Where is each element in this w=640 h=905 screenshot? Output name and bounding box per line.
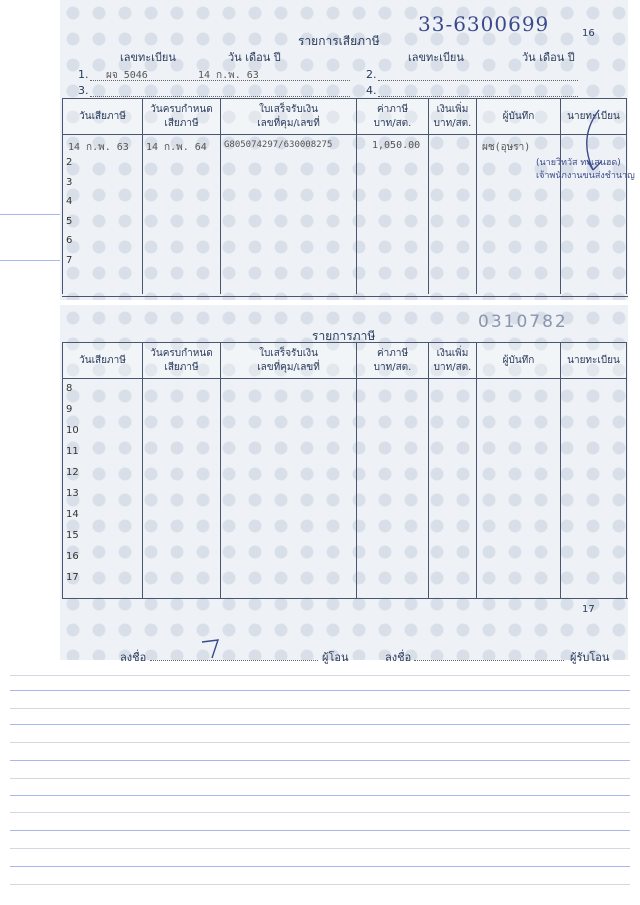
bottom-table-body xyxy=(63,379,627,599)
header-recorder: ผู้บันทึก xyxy=(477,99,561,135)
page-number-bottom: 17 xyxy=(582,604,595,615)
row-1-due-date: 14 ก.พ. 64 xyxy=(146,142,207,153)
row-number: 2 xyxy=(66,157,73,168)
transferor-signature-line[interactable] xyxy=(150,660,318,661)
row-number: 3 xyxy=(66,176,73,188)
row-number: 6 xyxy=(66,235,73,246)
bottom-serial-number: 0310782 xyxy=(478,312,568,332)
handwritten-mark xyxy=(200,636,230,662)
top-tax-table xyxy=(62,98,627,294)
row-number: 5 xyxy=(66,215,73,227)
right-registration-label: เลขทะเบียน xyxy=(408,51,464,64)
bottom-table-header-row xyxy=(63,343,627,379)
entry-4-number: 4. xyxy=(366,84,377,97)
row-1-registrar-name: (นายวิทวัส ทะเสนฮด) xyxy=(536,158,621,168)
header-registrar: นายทะเบียน xyxy=(561,343,627,379)
registrar-signature xyxy=(575,108,615,178)
top-page-bottom-edge xyxy=(62,296,628,297)
bottom-tax-table xyxy=(62,342,627,598)
row-number: 4 xyxy=(66,196,73,207)
transferee-signature-line[interactable] xyxy=(414,660,564,661)
header-due-date: วันครบกำหนด เสียภาษี xyxy=(143,343,221,379)
row-number: 17 xyxy=(66,572,79,583)
row-1-recorder: ผช(อุษรา) xyxy=(482,142,531,153)
row-1-registrar-title: เจ้าพนักงานขนส่งชำนาญ xyxy=(536,171,635,181)
sign-label-transferor: ลงชื่อ xyxy=(120,651,147,664)
row-number: 15 xyxy=(66,530,79,541)
transferee-label: ผู้รับโอน xyxy=(570,651,610,664)
header-registrar: นายทะเบียน xyxy=(561,99,627,135)
row-1-receipt: G805074297/630008275 xyxy=(224,140,333,150)
transferor-label: ผู้โอน xyxy=(322,651,349,664)
bottom-table-bottom-edge xyxy=(62,598,628,599)
header-tax-amount: ค่าภาษี บาท/สต. xyxy=(357,99,429,135)
top-table-header-row xyxy=(63,99,627,135)
row-number: 8 xyxy=(66,383,73,394)
right-date-label: วัน เดือน ปี xyxy=(522,51,575,64)
row-number: 14 xyxy=(66,509,79,520)
header-receipt: ใบเสร็จรับเงิน เลขที่คุม/เลขที่ xyxy=(221,343,357,379)
row-1-tax: 1,050.00 xyxy=(372,140,421,151)
entry-4-dotted-line xyxy=(378,96,578,97)
entry-3-dotted-line xyxy=(90,96,350,97)
entry-1-date: 14 ก.พ. 63 xyxy=(198,70,259,81)
entry-2-number: 2. xyxy=(366,68,377,81)
entry-1-number: 1. xyxy=(78,68,89,81)
row-number: 7 xyxy=(66,254,73,266)
entry-1-dotted-line xyxy=(90,80,350,81)
entry-1-plate: ผจ 5046 xyxy=(106,70,148,81)
header-receipt: ใบเสร็จรับเงิน เลขที่คุม/เลขที่ xyxy=(221,99,357,135)
row-number: 16 xyxy=(66,551,79,562)
header-paid-date: วันเสียภาษี xyxy=(63,343,143,379)
left-date-label: วัน เดือน ปี xyxy=(228,51,281,64)
sign-label-transferee: ลงชื่อ xyxy=(385,651,412,664)
handwritten-number: 33-6300699 xyxy=(418,12,550,36)
entry-2-dotted-line xyxy=(378,80,578,81)
row-number: 13 xyxy=(66,488,79,499)
bottom-section-title: รายการภาษี xyxy=(312,329,376,343)
row-1-paid-date: 14 ก.พ. 63 xyxy=(68,142,129,153)
row-number: 10 xyxy=(66,425,79,436)
entry-3-number: 3. xyxy=(78,84,89,97)
header-paid-date: วันเสียภาษี xyxy=(63,99,143,135)
left-registration-label: เลขทะเบียน xyxy=(120,51,176,64)
header-tax-amount: ค่าภาษี บาท/สต. xyxy=(357,343,429,379)
page-number-top: 16 xyxy=(582,28,595,39)
row-number: 9 xyxy=(66,404,73,415)
row-number: 12 xyxy=(66,467,79,478)
header-due-date: วันครบกำหนด เสียภาษี xyxy=(143,99,221,135)
top-section-title: รายการเสียภาษี xyxy=(298,34,380,48)
row-number: 11 xyxy=(66,446,79,457)
header-recorder: ผู้บันทึก xyxy=(477,343,561,379)
header-surcharge: เงินเพิ่ม บาท/สต. xyxy=(429,99,477,135)
header-surcharge: เงินเพิ่ม บาท/สต. xyxy=(429,343,477,379)
